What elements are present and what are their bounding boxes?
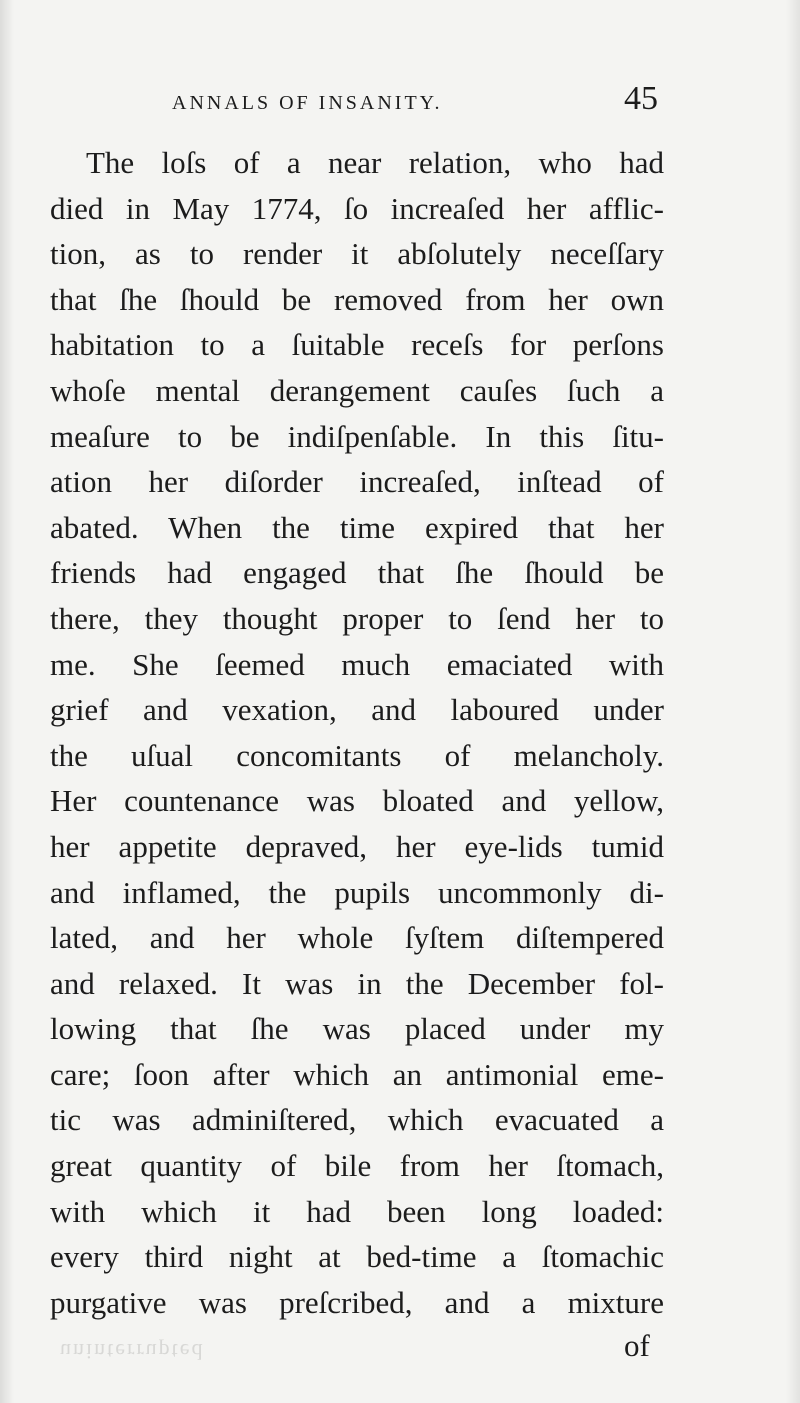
body-text	[50, 140, 664, 1325]
text-line: great quantity of bile from her ſtomach,	[50, 1148, 664, 1184]
text-line: purgative was preſcribed, and a mixture	[50, 1284, 664, 1320]
text-line: every third night at bed-time a ſtomachic	[50, 1239, 664, 1275]
running-head: ANNALS OF INSANITY.	[172, 92, 443, 114]
text-line: whoſe mental derangement cauſes ſuch a	[50, 372, 664, 408]
text-line: Her countenance was bloated and yellow,	[50, 783, 664, 819]
page-number: 45	[624, 80, 658, 117]
text-line: her appetite depraved, her eye-lids tumid	[50, 828, 664, 864]
text-line: and inflamed, the pupils uncommonly di-	[50, 874, 664, 910]
text-line: tic was adminiſtered, which evacuated a	[50, 1102, 664, 1138]
text-line: with which it had been long loaded:	[50, 1193, 664, 1229]
text-line: tion, as to render it abſolutely neceſſary	[50, 236, 664, 272]
text-line: meaſure to be indiſpenſable. In this ſitu-	[50, 418, 664, 454]
text-line: there, they thought proper to ſend her to	[50, 600, 664, 636]
page-header	[0, 78, 800, 128]
text-line: died in May 1774, ſo increaſed her afflic-	[50, 190, 664, 226]
catchword: of	[624, 1328, 650, 1363]
text-line: that ſhe ſhould be removed from her own	[50, 281, 664, 317]
bleed-through-text: uninterrupted	[60, 1339, 205, 1364]
text-line: and relaxed. It was in the December fol-	[50, 965, 664, 1001]
text-line: the uſual concomitants of melancholy.	[50, 737, 664, 773]
text-line: friends had engaged that ſhe ſhould be	[50, 555, 664, 591]
text-line: lowing that ſhe was placed under my	[50, 1011, 664, 1047]
text-line: abated. When the time expired that her	[50, 509, 664, 545]
page-edge-left	[0, 0, 14, 1403]
text-line: habitation to a ſuitable receſs for perſons	[50, 327, 664, 363]
text-line: The loſs of a near relation, who had	[86, 145, 664, 180]
text-line: grief and vexation, and laboured under	[50, 692, 664, 728]
text-line: ation her diſorder increaſed, inſtead of	[50, 464, 664, 500]
text-line: lated, and her whole ſyſtem diſtempered	[50, 920, 664, 956]
text-line: me. She ſeemed much emaciated with	[50, 646, 664, 682]
page-edge-right	[786, 0, 800, 1403]
text-line: care; ſoon after which an antimonial eme-	[50, 1056, 664, 1092]
